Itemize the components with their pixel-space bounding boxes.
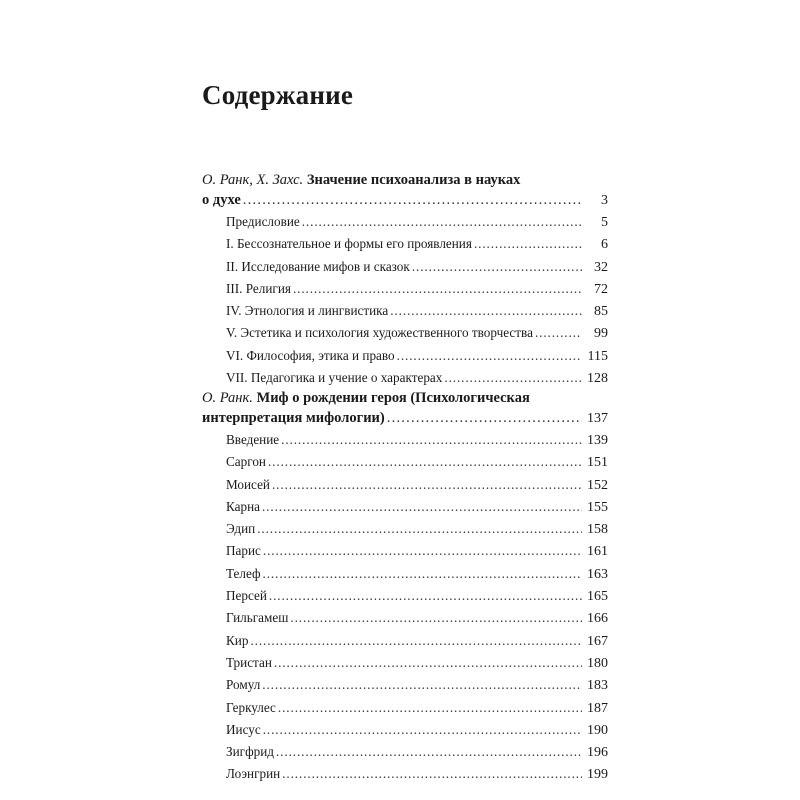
dot-leader	[250, 630, 582, 651]
toc-item-label: Зигфрид	[226, 744, 274, 760]
toc-item-label: IV. Этнология и лингвистика	[226, 303, 389, 319]
dot-leader	[444, 367, 582, 388]
page-number: 32	[594, 259, 608, 275]
toc-item-label: Лоэнгрин	[226, 766, 281, 782]
toc-item[interactable]	[202, 211, 608, 233]
toc-item-label: Гильгамеш	[226, 610, 289, 626]
dot-leader	[263, 540, 582, 561]
dot-leader	[412, 256, 582, 277]
page-number: 137	[587, 411, 608, 426]
section-title-row[interactable]	[202, 408, 608, 429]
toc-items	[202, 211, 608, 389]
dot-leader	[281, 429, 582, 450]
dot-leader	[278, 697, 582, 718]
page-title: Содержание	[202, 80, 354, 110]
dot-leader	[257, 518, 582, 539]
dot-leader	[282, 763, 582, 784]
toc-item[interactable]	[202, 518, 608, 540]
page-number: 3	[601, 193, 608, 208]
page-number: 187	[587, 700, 608, 716]
page-number: 158	[587, 522, 608, 538]
toc-item-label: II. Исследование мифов и сказок	[226, 258, 410, 274]
toc-item[interactable]	[202, 345, 608, 367]
toc-item-label: VI. Философия, этика и право	[226, 347, 395, 363]
toc-item-label: Телеф	[226, 565, 261, 581]
dot-leader	[243, 190, 582, 210]
toc-item[interactable]	[202, 233, 608, 255]
page-number: 196	[587, 745, 608, 761]
toc-item[interactable]	[202, 540, 608, 562]
page-number: 166	[587, 611, 608, 627]
dot-leader	[397, 345, 582, 366]
toc-item[interactable]	[202, 763, 608, 785]
toc-item-label: Введение	[226, 432, 280, 447]
dot-leader	[474, 233, 582, 254]
toc-section	[202, 388, 608, 786]
page-number: 167	[587, 633, 608, 649]
page-number: 115	[587, 348, 608, 364]
page-number: 190	[587, 722, 608, 738]
page-number: 128	[587, 371, 608, 387]
dot-leader	[274, 652, 582, 673]
toc-item-label: III. Религия	[226, 280, 291, 296]
dot-leader	[262, 674, 582, 695]
section-title-line1: Значение психоанализа в науках	[306, 172, 521, 188]
page-number: 199	[587, 767, 608, 783]
page-number: 180	[587, 655, 608, 671]
dot-leader	[272, 474, 582, 495]
toc-item[interactable]	[202, 496, 608, 518]
toc-item-label: Тристан	[226, 654, 272, 670]
toc-item[interactable]	[202, 719, 608, 741]
dot-leader	[276, 741, 582, 762]
page-number: 163	[587, 566, 608, 582]
dot-leader	[387, 408, 582, 428]
section-authors: О. Ранк.	[202, 390, 253, 406]
toc-item-label: Геркулес	[226, 699, 276, 715]
dot-leader	[269, 585, 582, 606]
dot-leader	[293, 278, 582, 299]
toc-item-label: Ромул	[226, 677, 261, 693]
toc-section	[202, 170, 608, 389]
page-number: 165	[587, 589, 608, 605]
toc-item[interactable]	[202, 563, 608, 585]
toc-item[interactable]	[202, 474, 608, 496]
toc-item[interactable]	[202, 741, 608, 763]
toc-item-label: Саргон	[226, 454, 266, 470]
toc-item[interactable]	[202, 607, 608, 629]
page-number: 72	[594, 281, 608, 297]
page-number: 5	[601, 215, 608, 230]
page-number: 85	[594, 304, 608, 320]
section-heading[interactable]	[202, 388, 608, 408]
toc-item-label: Персей	[226, 588, 267, 604]
toc-item[interactable]	[202, 300, 608, 322]
page-number: 161	[587, 544, 608, 560]
toc-item[interactable]	[202, 278, 608, 300]
toc-item[interactable]	[202, 674, 608, 696]
toc-item-label: Карна	[226, 498, 260, 514]
page-number: 6	[601, 237, 608, 253]
dot-leader	[268, 451, 582, 472]
dot-leader	[302, 211, 582, 232]
page-number: 99	[594, 326, 608, 342]
toc-item[interactable]	[202, 451, 608, 473]
toc-item[interactable]	[202, 429, 608, 451]
toc-item-label: Моисей	[226, 476, 270, 492]
section-title-line2: о духе	[202, 192, 241, 208]
toc-item[interactable]	[202, 322, 608, 344]
toc-item-label: Кир	[226, 632, 249, 648]
toc-item[interactable]	[202, 367, 608, 389]
toc-item-label: V. Эстетика и психология художественного творчества	[226, 325, 533, 341]
toc-item-label: I. Бессознательное и формы его проявления	[226, 236, 472, 252]
page-number: 152	[587, 477, 608, 493]
toc-item-label: Предисловие	[226, 214, 300, 229]
toc-item-label: Парис	[226, 543, 261, 559]
dot-leader	[390, 300, 582, 321]
toc-item-label: VII. Педагогика и учение о характерах	[226, 370, 443, 386]
dot-leader	[263, 719, 582, 740]
toc-item[interactable]	[202, 652, 608, 674]
page-number: 139	[587, 433, 608, 448]
dot-leader	[535, 322, 582, 343]
toc-item[interactable]	[202, 256, 608, 278]
section-title-line2: интерпретация мифологии)	[202, 410, 385, 426]
toc-item[interactable]	[202, 630, 608, 652]
dot-leader	[263, 563, 582, 584]
dot-leader	[290, 607, 582, 628]
toc-item-label: Эдип	[226, 521, 256, 537]
page-number: 151	[587, 455, 608, 471]
toc-item[interactable]	[202, 585, 608, 607]
section-title-row[interactable]	[202, 190, 608, 211]
section-title-line1: Миф о рождении героя (Психологическая	[256, 390, 530, 406]
page-number: 183	[587, 678, 608, 694]
toc-items	[202, 429, 608, 786]
page-number: 155	[587, 499, 608, 515]
toc-item-label: Иисус	[226, 721, 261, 737]
toc-item[interactable]	[202, 697, 608, 719]
section-authors: О. Ранк, Х. Захс.	[202, 172, 304, 188]
section-heading[interactable]	[202, 170, 608, 190]
dot-leader	[262, 496, 582, 517]
